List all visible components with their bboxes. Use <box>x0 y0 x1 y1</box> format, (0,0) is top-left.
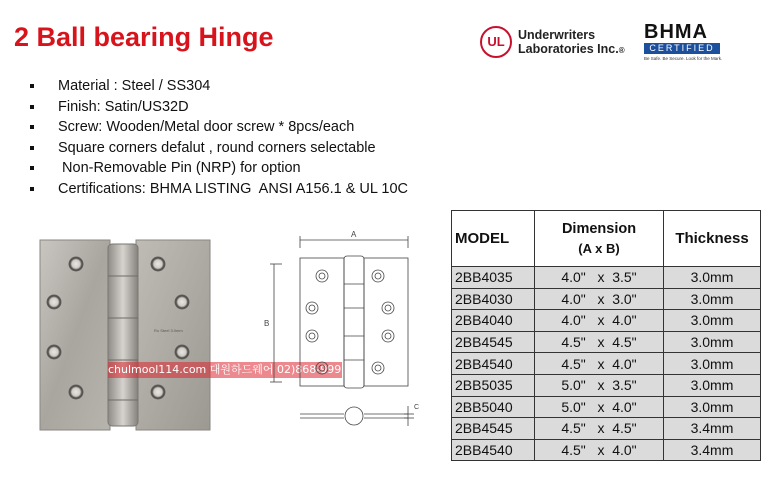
cell-dimension: 4.0" x 3.0" <box>535 288 664 310</box>
header-thickness: Thickness <box>664 211 761 267</box>
cell-thickness: 3.4mm <box>664 439 761 461</box>
cell-model: 2BB4545 <box>452 418 535 440</box>
cell-model: 2BB4545 <box>452 331 535 353</box>
bhma-word: BHMA <box>644 21 708 43</box>
table-header-row <box>452 211 761 267</box>
hinge-drawing <box>258 228 428 436</box>
table-row <box>452 288 761 310</box>
bullet-icon <box>30 125 34 129</box>
cell-thickness: 3.4mm <box>664 418 761 440</box>
cell-dimension: 4.5" x 4.5" <box>535 418 664 440</box>
table-row <box>452 353 761 375</box>
spec-item <box>30 76 408 97</box>
spec-text: Screw: Wooden/Metal door screw * 8pcs/each <box>58 119 355 136</box>
table-row <box>452 310 761 332</box>
header-model: MODEL <box>452 211 535 267</box>
bullet-icon <box>30 187 34 191</box>
hinge-leaf-right <box>136 240 210 430</box>
cell-model: 2BB4540 <box>452 439 535 461</box>
spec-item <box>30 117 408 138</box>
hinge-knuckle <box>108 244 138 426</box>
spec-text: Certifications: BHMA LISTING ANSI A156.1 & UL 10C <box>58 180 409 197</box>
header-dimension-label: Dimension <box>561 220 637 237</box>
cell-model: 2BB5040 <box>452 396 535 418</box>
cell-model: 2BB4035 <box>452 267 535 289</box>
bhma-certified: CERTIFIED <box>644 43 720 54</box>
cell-thickness: 3.0mm <box>664 267 761 289</box>
cell-model: 2BB4540 <box>452 353 535 375</box>
cell-dimension: 4.5" x 4.5" <box>535 331 664 353</box>
model-table <box>451 210 761 461</box>
table-row <box>452 439 761 461</box>
watermark: chulmool114.com 대원하드웨어 02)868-9998 <box>108 363 349 376</box>
spec-text: Material : Steel / SS304 <box>58 78 211 94</box>
ul-name <box>518 28 625 58</box>
table-row <box>452 396 761 418</box>
hinge-stamp: Ro Steel 3.0mm <box>154 328 183 333</box>
bhma-logo <box>644 21 723 62</box>
cell-dimension: 5.0" x 4.0" <box>535 396 664 418</box>
bhma-tagline: Be Safe. Be Secure. Look for the Mark. <box>644 56 723 61</box>
ul-line2-wrap <box>518 42 625 58</box>
ul-line2: Laboratories Inc. <box>518 42 619 56</box>
spec-list <box>30 76 408 200</box>
ul-mark: UL <box>480 26 512 58</box>
bullet-icon <box>30 84 34 88</box>
spec-item <box>30 97 408 118</box>
cell-thickness: 3.0mm <box>664 288 761 310</box>
spec-item <box>30 158 408 179</box>
cell-thickness: 3.0mm <box>664 353 761 375</box>
table-row <box>452 267 761 289</box>
cell-dimension: 4.0" x 3.5" <box>535 267 664 289</box>
ul-logo <box>480 26 625 60</box>
cell-thickness: 3.0mm <box>664 374 761 396</box>
ul-registered: ® <box>618 46 625 55</box>
cell-thickness: 3.0mm <box>664 396 761 418</box>
cell-dimension: 4.0" x 4.0" <box>535 310 664 332</box>
bullet-icon <box>30 166 34 170</box>
spec-text: Square corners defalut , round corners selectable <box>58 139 376 156</box>
cell-dimension: 5.0" x 3.5" <box>535 374 664 396</box>
cell-dimension: 4.5" x 4.0" <box>535 353 664 375</box>
table-row <box>452 331 761 353</box>
cell-model: 2BB5035 <box>452 374 535 396</box>
bullet-icon <box>30 105 34 109</box>
cell-model: 2BB4030 <box>452 288 535 310</box>
label-a: A <box>351 230 357 239</box>
cell-thickness: 3.0mm <box>664 310 761 332</box>
cell-dimension: 4.5" x 4.0" <box>535 439 664 461</box>
spec-text: Non-Removable Pin (NRP) for option <box>58 160 301 177</box>
header-dimension-sub: (A x B) <box>578 240 620 256</box>
spec-item <box>30 179 408 200</box>
table-row <box>452 374 761 396</box>
bullet-icon <box>30 146 34 150</box>
spec-item <box>30 138 408 159</box>
page-title: 2 Ball bearing Hinge <box>14 22 274 52</box>
spec-text: Finish: Satin/US32D <box>58 98 189 115</box>
label-c: C <box>414 404 420 411</box>
header-dimension <box>535 211 664 267</box>
hinge-photo <box>36 236 214 434</box>
cell-model: 2BB4040 <box>452 310 535 332</box>
cell-thickness: 3.0mm <box>664 331 761 353</box>
table-row <box>452 418 761 440</box>
label-b: B <box>264 319 270 328</box>
ul-line1: Underwriters <box>518 28 596 42</box>
